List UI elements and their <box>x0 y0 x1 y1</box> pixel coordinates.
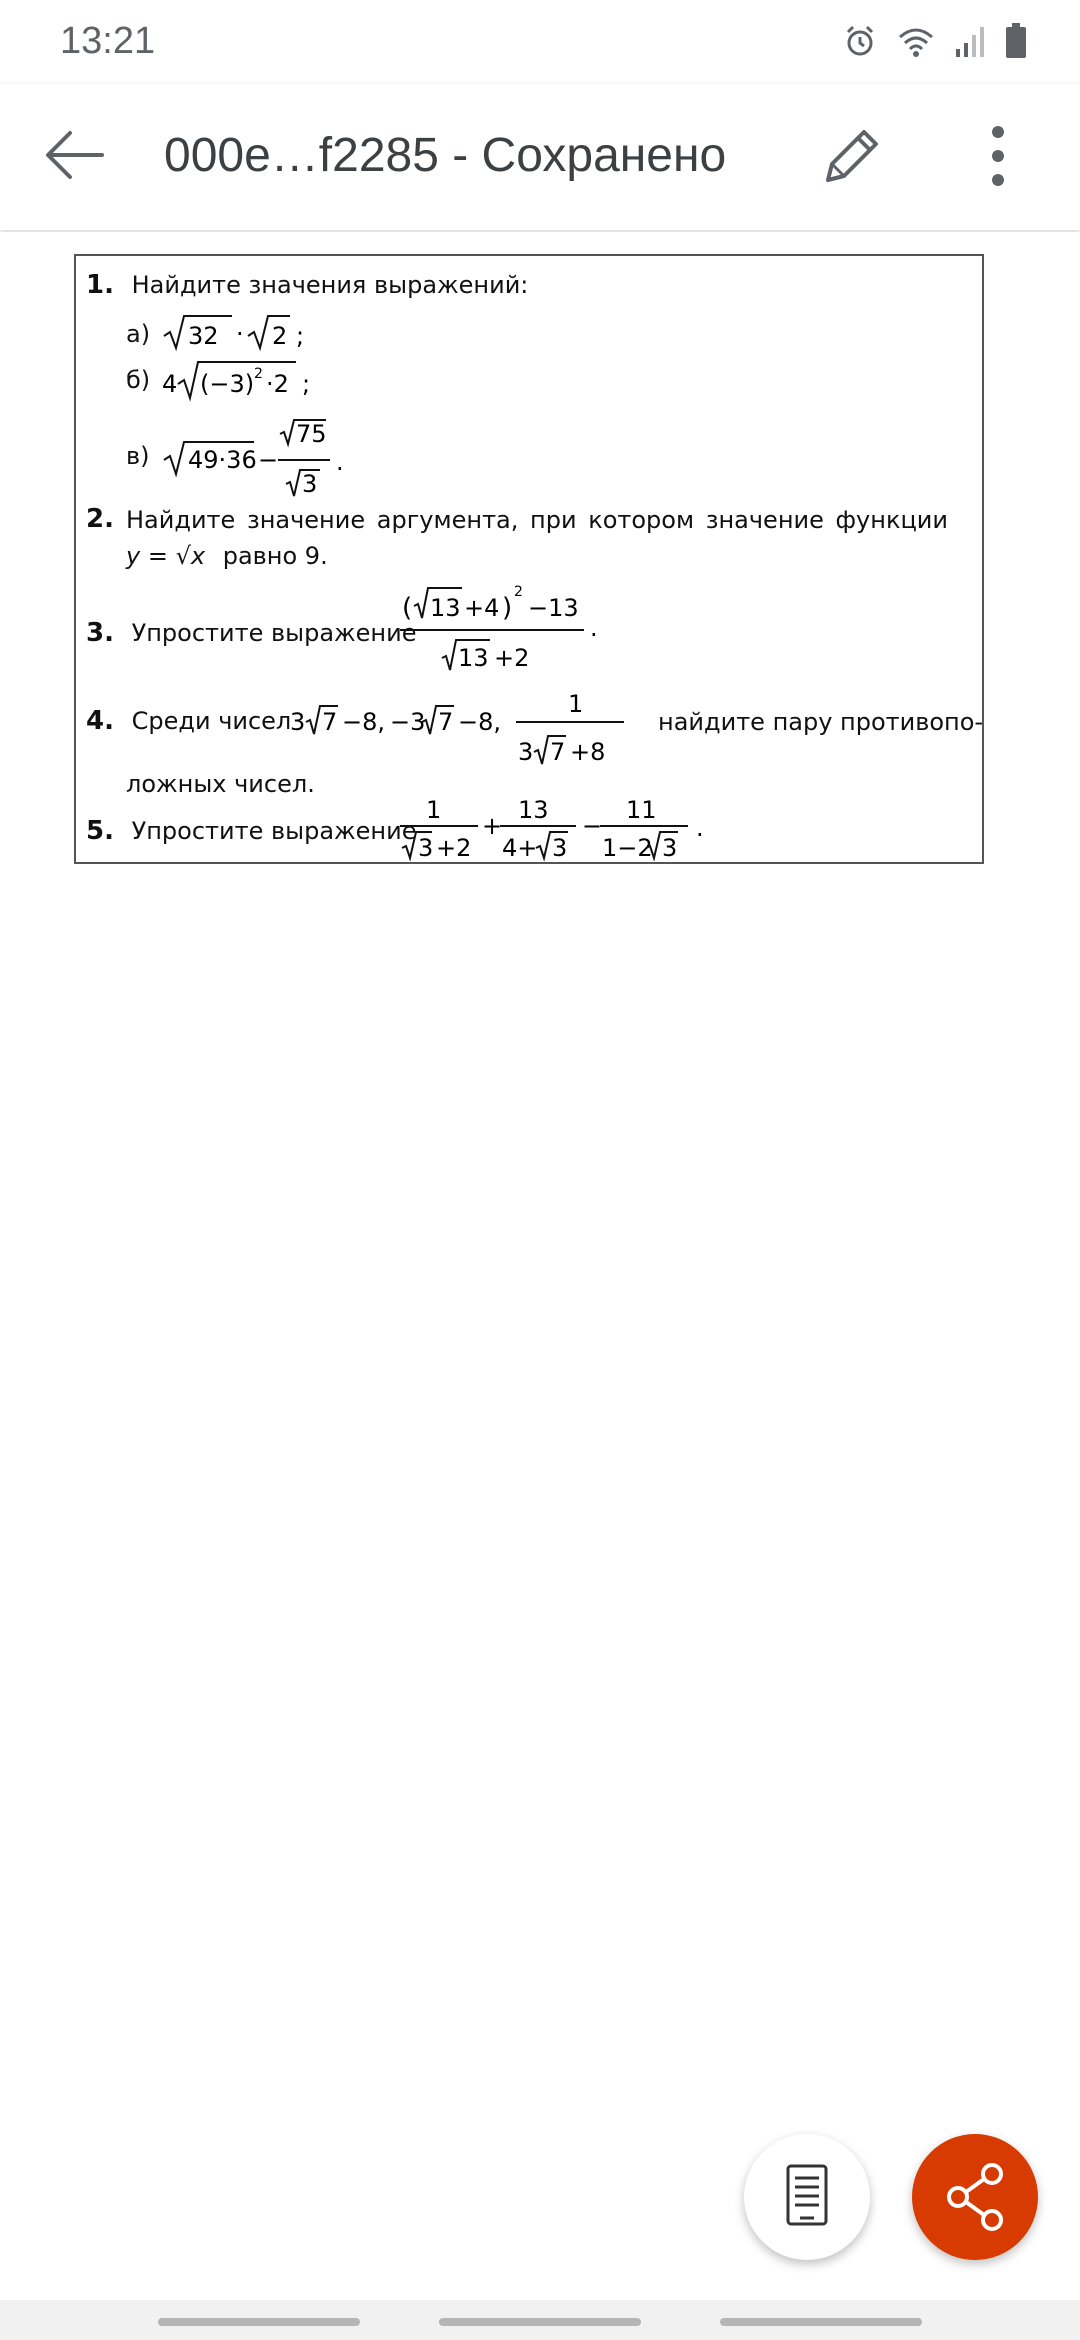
task-number: 1. <box>86 270 114 300</box>
task-1c-expression <box>162 416 382 502</box>
svg-text:): ) <box>502 593 513 623</box>
svg-text:3: 3 <box>552 834 568 862</box>
svg-text:−8,: −8, <box>342 708 386 736</box>
task-number: 2. <box>86 504 114 534</box>
svg-text:−8,: −8, <box>458 708 502 736</box>
task-1c <box>126 442 150 470</box>
svg-text:.: . <box>336 448 344 476</box>
task-4-numbers <box>290 688 660 772</box>
svg-text:;: ; <box>296 322 305 350</box>
svg-text:3: 3 <box>290 708 306 736</box>
task-number: 3. <box>86 618 114 648</box>
nav-pill-right[interactable] <box>720 2318 922 2326</box>
document-title: 000e…f2285 - Сохранено <box>164 129 727 182</box>
share-button[interactable] <box>912 2134 1038 2260</box>
edit-button[interactable] <box>812 118 888 194</box>
svg-text:75: 75 <box>296 420 327 448</box>
svg-text:11: 11 <box>626 796 657 824</box>
task-1a-expression <box>162 312 322 356</box>
svg-text:1: 1 <box>426 796 442 824</box>
svg-text:−: − <box>258 446 279 474</box>
item-label: а) <box>126 320 151 348</box>
more-options-button[interactable] <box>968 118 1028 194</box>
svg-text:1: 1 <box>568 690 584 718</box>
word: при <box>530 506 577 534</box>
task-5-heading <box>86 816 416 846</box>
gesture-nav-bar <box>0 2300 1080 2340</box>
svg-text:−3: −3 <box>390 708 426 736</box>
app-toolbar <box>0 84 1080 230</box>
status-icons <box>842 22 1028 60</box>
svg-text:3: 3 <box>662 834 678 862</box>
svg-text:·2: ·2 <box>266 370 289 398</box>
svg-text:.: . <box>590 614 598 642</box>
task-1a <box>126 320 150 348</box>
svg-text:;: ; <box>302 370 311 398</box>
task-5-expression <box>398 796 718 862</box>
item-label: в) <box>126 442 150 470</box>
battery-icon <box>1004 22 1028 60</box>
svg-text:4+: 4+ <box>502 834 538 862</box>
svg-text:·: · <box>236 320 244 348</box>
svg-text:7: 7 <box>438 708 454 736</box>
back-arrow-icon <box>40 120 110 190</box>
task-text: Упростите выражение <box>131 817 417 845</box>
nav-pill-left[interactable] <box>158 2318 360 2326</box>
word: Найдите <box>126 506 236 534</box>
more-vert-icon <box>968 118 1028 194</box>
task-1b-expression <box>162 356 322 404</box>
word: котором <box>588 506 695 534</box>
svg-text:3: 3 <box>302 470 318 498</box>
svg-text:2: 2 <box>514 584 523 600</box>
nav-pill-center[interactable] <box>439 2318 641 2326</box>
task-1-heading <box>86 270 528 300</box>
task-text: Найдите значения выражений: <box>131 271 529 299</box>
svg-text:13: 13 <box>430 594 461 622</box>
reader-mode-button[interactable] <box>744 2134 870 2260</box>
document-page <box>74 254 984 864</box>
svg-text:+4: +4 <box>464 594 500 622</box>
task-1b <box>126 366 150 394</box>
svg-text:2: 2 <box>254 366 263 382</box>
svg-text:−: − <box>582 812 603 840</box>
back-button[interactable] <box>40 120 110 190</box>
task-text: Среди чисел <box>131 707 292 735</box>
function-formula: y = √x <box>126 542 206 570</box>
word: значение <box>246 506 366 534</box>
task-2-line1 <box>126 506 948 534</box>
task-3-fraction <box>398 576 608 676</box>
word: функции <box>835 506 948 534</box>
task-text: равно 9. <box>222 542 328 570</box>
svg-text:−13: −13 <box>528 594 579 622</box>
document-viewer[interactable] <box>0 232 1080 2312</box>
status-time: 13:21 <box>60 20 156 62</box>
svg-text:32: 32 <box>188 322 219 350</box>
svg-text:+2: +2 <box>436 834 472 862</box>
svg-text:1−2: 1−2 <box>602 834 653 862</box>
share-icon <box>912 2134 1038 2260</box>
signal-icon <box>954 23 986 59</box>
svg-text:(: ( <box>402 593 413 623</box>
task-4-line2: ложных чисел. <box>126 770 315 798</box>
svg-text:+2: +2 <box>494 644 530 672</box>
svg-text:(−3): (−3) <box>200 370 255 398</box>
word: аргумента, <box>376 506 519 534</box>
edit-pencil-icon <box>812 118 888 194</box>
svg-text:7: 7 <box>322 708 338 736</box>
svg-text:13: 13 <box>458 644 489 672</box>
task-number: 5. <box>86 816 114 846</box>
task-text: Упростите выражение <box>131 619 417 647</box>
reader-mode-icon <box>744 2134 870 2260</box>
svg-text:4: 4 <box>162 370 178 398</box>
task-2-line2 <box>126 542 328 570</box>
svg-text:7: 7 <box>550 738 566 766</box>
item-label: б) <box>126 366 151 394</box>
svg-text:2: 2 <box>272 322 288 350</box>
svg-text:3: 3 <box>418 834 434 862</box>
alarm-icon <box>842 23 878 59</box>
wifi-icon <box>896 23 936 59</box>
task-number: 4. <box>86 706 114 736</box>
task-3-heading <box>86 618 416 648</box>
task-2-number <box>86 504 124 534</box>
task-4-text-after: найдите пару противопо- <box>658 708 984 736</box>
svg-text:49·36: 49·36 <box>188 446 257 474</box>
svg-text:.: . <box>696 814 704 842</box>
svg-text:+8: +8 <box>570 738 606 766</box>
svg-text:+: + <box>482 812 503 840</box>
svg-text:3: 3 <box>518 738 534 766</box>
status-bar <box>0 0 1080 84</box>
word: значение <box>705 506 824 534</box>
svg-text:13: 13 <box>518 796 549 824</box>
task-4-heading <box>86 706 291 736</box>
